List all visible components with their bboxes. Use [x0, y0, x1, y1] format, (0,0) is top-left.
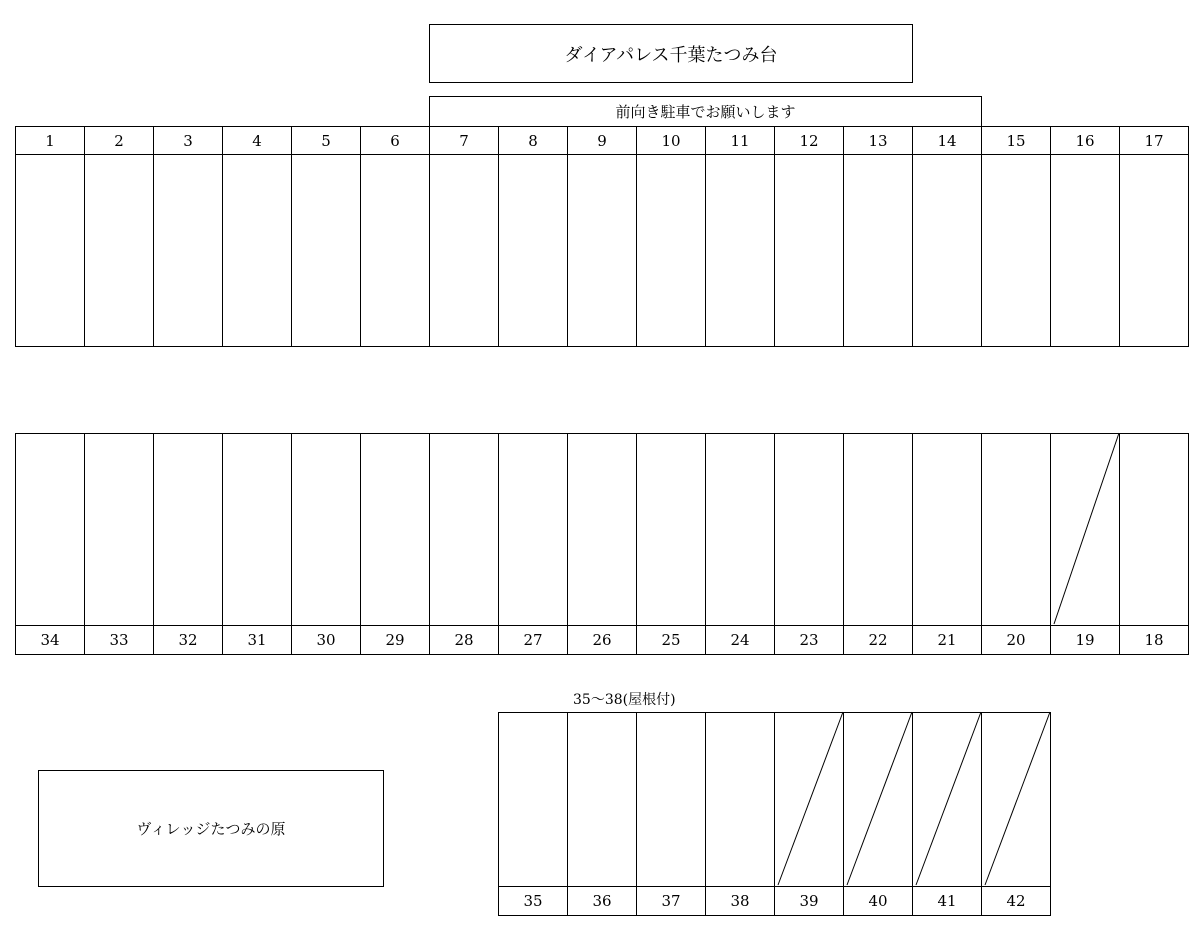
neighbor-building: ヴィレッジたつみの原	[38, 770, 384, 887]
slot-number-41: 41	[912, 886, 982, 916]
slot-number-19: 19	[1050, 625, 1120, 655]
slot-number-4: 4	[222, 126, 292, 155]
slot-number-15: 15	[981, 126, 1051, 155]
slot-number-10: 10	[636, 126, 706, 155]
parking-slot-4	[222, 154, 292, 347]
parking-slot-21	[912, 433, 982, 626]
slot-number-24: 24	[705, 625, 775, 655]
slot-number-12: 12	[774, 126, 844, 155]
parking-slot-31	[222, 433, 292, 626]
parking-slot-39	[774, 712, 844, 887]
slot-number-32: 32	[153, 625, 223, 655]
parking-slot-14	[912, 154, 982, 347]
slot-number-29: 29	[360, 625, 430, 655]
slot-number-8: 8	[498, 126, 568, 155]
parking-slot-1	[15, 154, 85, 347]
slot-number-40: 40	[843, 886, 913, 916]
parking-slot-23	[774, 433, 844, 626]
slot-number-35: 35	[498, 886, 568, 916]
parking-slot-8	[498, 154, 568, 347]
slot-number-17: 17	[1119, 126, 1189, 155]
slot-number-9: 9	[567, 126, 637, 155]
parking-slot-36	[567, 712, 637, 887]
parking-slot-10	[636, 154, 706, 347]
parking-slot-33	[84, 433, 154, 626]
building-title: ダイアパレス千葉たつみ台	[429, 24, 913, 83]
parking-slot-2	[84, 154, 154, 347]
parking-slot-32	[153, 433, 223, 626]
slot-number-37: 37	[636, 886, 706, 916]
slot-number-7: 7	[429, 126, 499, 155]
slot-number-38: 38	[705, 886, 775, 916]
slot-number-14: 14	[912, 126, 982, 155]
parking-slot-15	[981, 154, 1051, 347]
parking-slot-38	[705, 712, 775, 887]
slot-number-27: 27	[498, 625, 568, 655]
parking-slot-28	[429, 433, 499, 626]
parking-slot-26	[567, 433, 637, 626]
parking-slot-12	[774, 154, 844, 347]
slot-number-26: 26	[567, 625, 637, 655]
parking-notice: 前向き駐車でお願いします	[429, 96, 982, 127]
parking-slot-3	[153, 154, 223, 347]
parking-slot-7	[429, 154, 499, 347]
parking-slot-29	[360, 433, 430, 626]
parking-slot-16	[1050, 154, 1120, 347]
parking-slot-25	[636, 433, 706, 626]
parking-slot-19	[1050, 433, 1120, 626]
parking-slot-24	[705, 433, 775, 626]
slot-number-13: 13	[843, 126, 913, 155]
slot-number-5: 5	[291, 126, 361, 155]
slot-number-3: 3	[153, 126, 223, 155]
parking-slot-22	[843, 433, 913, 626]
slot-number-23: 23	[774, 625, 844, 655]
parking-slot-27	[498, 433, 568, 626]
slot-number-36: 36	[567, 886, 637, 916]
slot-number-34: 34	[15, 625, 85, 655]
slot-number-25: 25	[636, 625, 706, 655]
parking-slot-34	[15, 433, 85, 626]
slot-number-22: 22	[843, 625, 913, 655]
slot-number-30: 30	[291, 625, 361, 655]
parking-slot-30	[291, 433, 361, 626]
slot-number-42: 42	[981, 886, 1051, 916]
parking-slot-35	[498, 712, 568, 887]
parking-slot-13	[843, 154, 913, 347]
slot-number-21: 21	[912, 625, 982, 655]
parking-slot-42	[981, 712, 1051, 887]
slot-number-31: 31	[222, 625, 292, 655]
parking-slot-41	[912, 712, 982, 887]
parking-slot-5	[291, 154, 361, 347]
parking-slot-6	[360, 154, 430, 347]
parking-slot-37	[636, 712, 706, 887]
parking-slot-20	[981, 433, 1051, 626]
slot-number-28: 28	[429, 625, 499, 655]
roofed-slots-label: 35〜38(屋根付)	[573, 692, 676, 708]
slot-number-1: 1	[15, 126, 85, 155]
parking-slot-17	[1119, 154, 1189, 347]
slot-number-6: 6	[360, 126, 430, 155]
slot-number-33: 33	[84, 625, 154, 655]
slot-number-18: 18	[1119, 625, 1189, 655]
parking-slot-40	[843, 712, 913, 887]
parking-slot-18	[1119, 433, 1189, 626]
slot-number-16: 16	[1050, 126, 1120, 155]
parking-slot-9	[567, 154, 637, 347]
slot-number-20: 20	[981, 625, 1051, 655]
slot-number-11: 11	[705, 126, 775, 155]
slot-number-2: 2	[84, 126, 154, 155]
slot-number-39: 39	[774, 886, 844, 916]
parking-slot-11	[705, 154, 775, 347]
